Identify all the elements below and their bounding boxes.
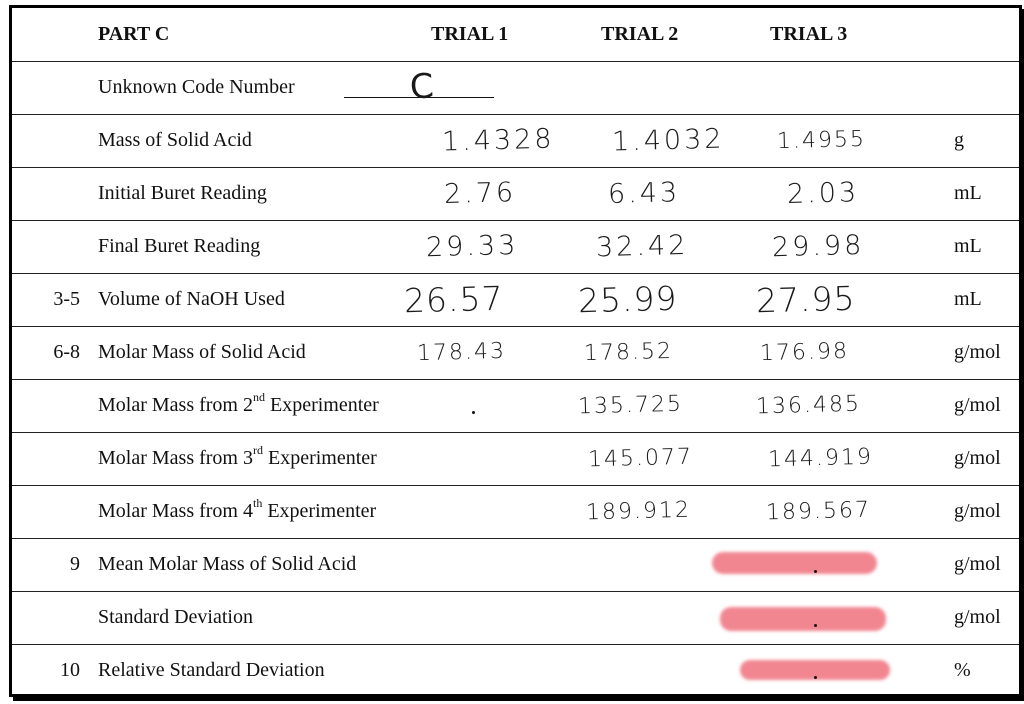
trial-1-value: 2.76 <box>443 177 517 210</box>
row-unit: mL <box>954 288 982 310</box>
header-row <box>12 8 1019 62</box>
row-molar-mass-2nd <box>12 379 1019 433</box>
row-molar-mass-4th <box>12 485 1019 539</box>
trial-2-header: TRIAL 2 <box>601 23 679 45</box>
row-unit: g <box>954 129 964 151</box>
row-number <box>42 432 80 485</box>
trial-1-value: 29.33 <box>425 229 519 264</box>
row-label: Final Buret Reading <box>98 235 261 257</box>
trial-2-value: 32.42 <box>595 229 689 264</box>
row-volume-naoh <box>12 273 1019 327</box>
trial-1-value: 178.43 <box>416 338 507 367</box>
trial-2-value: 145.077 <box>587 444 694 473</box>
trial-1-value: 26.57 <box>403 278 504 321</box>
trial-3-value: 29.98 <box>771 229 865 264</box>
row-label: Molar Mass of Solid Acid <box>98 341 306 363</box>
row-unit: g/mol <box>954 553 1001 575</box>
trial-1-header: TRIAL 1 <box>431 23 509 45</box>
row-unit: g/mol <box>954 394 1001 416</box>
trial-2-value: 135.725 <box>577 391 684 420</box>
answer-dot <box>814 676 817 679</box>
trial-3-value: 1.4955 <box>776 126 867 155</box>
row-mean-molar-mass <box>12 538 1019 592</box>
trial-1-value: 1.4328 <box>441 123 555 158</box>
trial-2-value: 178.52 <box>583 338 674 367</box>
row-label: Relative Standard Deviation <box>98 659 325 681</box>
row-number <box>42 114 80 167</box>
unknown-code-value: C <box>408 66 436 108</box>
row-unit: mL <box>954 182 982 204</box>
row-unit: g/mol <box>954 500 1001 522</box>
row-number <box>42 591 80 644</box>
row-unit: mL <box>954 235 982 257</box>
trial-3-value: 176.98 <box>759 338 850 367</box>
trial-2-value: 1.4032 <box>611 123 725 158</box>
trial-3-header: TRIAL 3 <box>770 23 848 45</box>
row-number <box>42 485 80 538</box>
trial-2-value: 189.912 <box>585 497 692 526</box>
row-number: 10 <box>60 659 80 681</box>
trial-3-value: 27.95 <box>755 278 856 321</box>
row-number <box>42 167 80 220</box>
row-label: Molar Mass from 4th Experimenter <box>98 496 377 522</box>
trial-3-value: 144.919 <box>767 444 874 473</box>
row-label: Mass of Solid Acid <box>98 129 252 151</box>
row-unit: g/mol <box>954 447 1001 469</box>
row-label: Molar Mass from 3rd Experimenter <box>98 443 377 469</box>
row-standard-deviation <box>12 591 1019 645</box>
row-molar-mass-solid-acid <box>12 326 1019 380</box>
row-unit: g/mol <box>954 606 1001 628</box>
row-label: Molar Mass from 2nd Experimenter <box>98 390 379 416</box>
trial-3-value: 136.485 <box>755 391 862 420</box>
answer-dot <box>814 570 817 573</box>
redaction-mark <box>712 552 877 574</box>
trial-3-value: 189.567 <box>765 497 872 526</box>
row-number <box>42 220 80 273</box>
row-number <box>42 379 80 432</box>
row-number: 9 <box>70 553 80 575</box>
row-initial-buret <box>12 167 1019 221</box>
row-mass-solid-acid <box>12 114 1019 168</box>
row-unit: % <box>954 659 971 681</box>
row-final-buret <box>12 220 1019 274</box>
trial-3-value: 2.03 <box>786 177 860 210</box>
trial-2-value: 6.43 <box>607 177 681 210</box>
row-label: Volume of NaOH Used <box>98 288 285 310</box>
row-label: Mean Molar Mass of Solid Acid <box>98 553 357 575</box>
row-number: 3-5 <box>53 288 80 310</box>
data-sheet <box>9 5 1022 697</box>
row-number: 6-8 <box>53 341 80 363</box>
row-label: Standard Deviation <box>98 606 253 628</box>
stray-dot <box>472 411 475 414</box>
row-relative-std-dev <box>12 644 1019 697</box>
unknown-code-label: Unknown Code Number <box>98 76 295 98</box>
row-label: Initial Buret Reading <box>98 182 267 204</box>
trial-2-value: 25.99 <box>577 278 678 321</box>
redaction-mark <box>720 607 886 631</box>
part-title: PART C <box>98 23 170 45</box>
row-molar-mass-3rd <box>12 432 1019 486</box>
answer-dot <box>814 624 817 627</box>
unknown-code-row <box>12 61 1019 115</box>
row-unit: g/mol <box>954 341 1001 363</box>
